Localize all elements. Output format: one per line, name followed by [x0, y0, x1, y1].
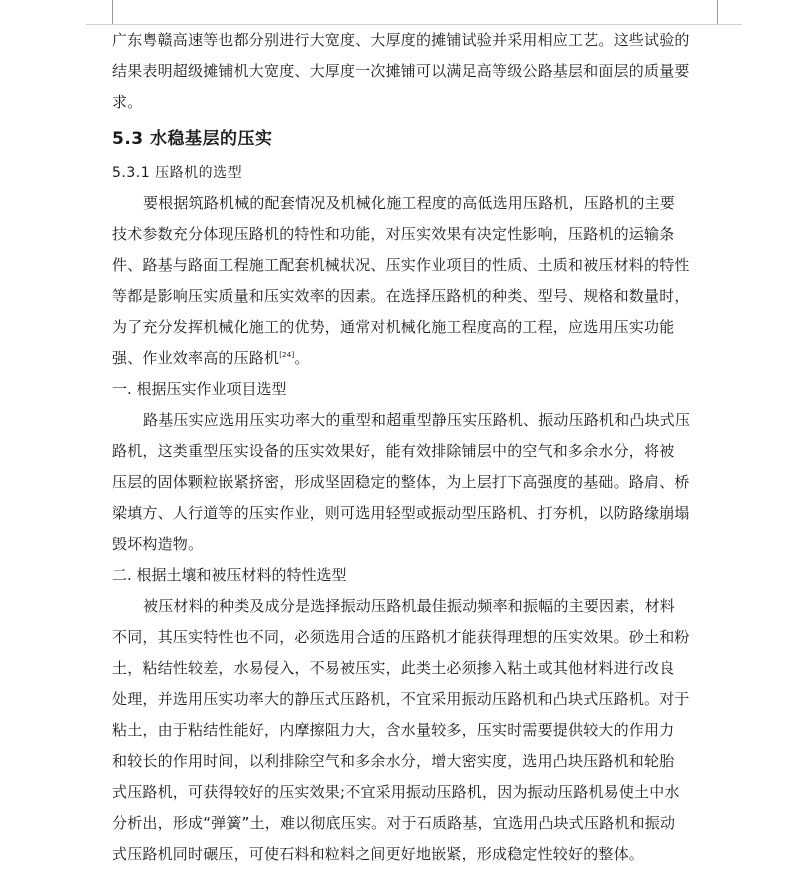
body-text-line: 路机，这类重型压实设备的压实效果好，能有效排除铺层中的空气和多余水分，将被 [112, 442, 675, 460]
body-text-line: 粘土，由于粘结性能好，内摩擦阻力大，含水量较多，压实时需要提供较大的作用力 [112, 721, 675, 739]
body-text-line: 广东粤赣高速等也都分别进行大宽度、大厚度的摊铺试验并采用相应工艺。这些试验的 [112, 31, 690, 49]
body-text-line: 求。 [112, 93, 143, 111]
body-text-line: 件、路基与路面工程施工配套机械状况、压实作业项目的性质、土质和被压材料的特性 [112, 256, 690, 274]
body-text-line: 被压材料的种类及成分是选择振动压路机最佳振动频率和振幅的主要因素，材料 [143, 597, 676, 615]
body-text-fragment: 。 [294, 349, 310, 367]
margin-mark-right [717, 0, 718, 24]
body-text-line: 技术参数充分体现压路机的特性和功能，对压实效果有决定性影响，压路机的运输条 [112, 225, 675, 243]
body-text-line: 梁填方、人行道等的压实作业，则可选用轻型或振动型压路机、打夯机，以防路缘崩塌 [112, 504, 690, 522]
body-text-line: 路基压实应选用压实功率大的重型和超重型静压实压路机、振动压路机和凸块式压 [143, 411, 691, 429]
body-text-line: 式压路机同时碾压，可使石料和粒料之间更好地嵌紧，形成稳定性较好的整体。 [112, 845, 645, 863]
body-text-line: 土，粘结性较差，水易侵入，不易被压实，此类土必须掺入粘土或其他材料进行改良 [112, 659, 675, 677]
section-heading: 5.3 水稳基层的压实 [112, 129, 273, 149]
body-text-line: 式压路机，可获得较好的压实效果;不宜采用振动压路机，因为振动压路机易使土中水 [112, 783, 680, 801]
body-text-line: 要根据筑路机械的配套情况及机械化施工程度的高低选用压路机，压路机的主要 [143, 194, 676, 212]
subsection-heading: 5.3.1 压路机的选型 [112, 165, 243, 181]
body-text-line: 处理，并选用压实功率大的静压式压路机，不宜采用振动压路机和凸块式压路机。对于 [112, 690, 690, 708]
body-text-line: 为了充分发挥机械化施工的优势，通常对机械化施工程度高的工程，应选用压实功能 [112, 318, 675, 336]
numbered-heading-one: 一. 根据压实作业项目选型 [112, 380, 287, 398]
body-text-line: 结果表明超级摊铺机大宽度、大厚度一次摊铺可以满足高等级公路基层和面层的质量要 [112, 62, 690, 80]
body-text-line: 毁坏构造物。 [112, 535, 204, 553]
citation-reference[interactable]: [24] [279, 351, 295, 359]
body-text-line [112, 343, 718, 374]
numbered-heading-two: 二. 根据土壤和被压材料的特性选型 [112, 566, 347, 584]
body-text-line: 等都是影响压实质量和压实效率的因素。在选择压路机的种类、型号、规格和数量时， [112, 287, 690, 305]
document-body [112, 25, 718, 870]
body-text-fragment: 强、作业效率高的压路机 [112, 349, 280, 367]
margin-mark-left [112, 0, 113, 24]
body-text-line: 不同，其压实特性也不同，必须选用合适的压路机才能获得理想的压实效果。砂土和粉 [112, 628, 690, 646]
body-text-line: 和较长的作用时间，以利排除空气和多余水分，增大密实度，选用凸块压路机和轮胎 [112, 752, 675, 770]
body-text-line: 分析出，形成“弹簧”土，难以彻底压实。对于石质路基，宜选用凸块式压路机和振动 [112, 814, 676, 832]
body-text-line: 压层的固体颗粒嵌紧挤密，形成坚固稳定的整体，为上层打下高强度的基础。路肩、桥 [112, 473, 690, 491]
